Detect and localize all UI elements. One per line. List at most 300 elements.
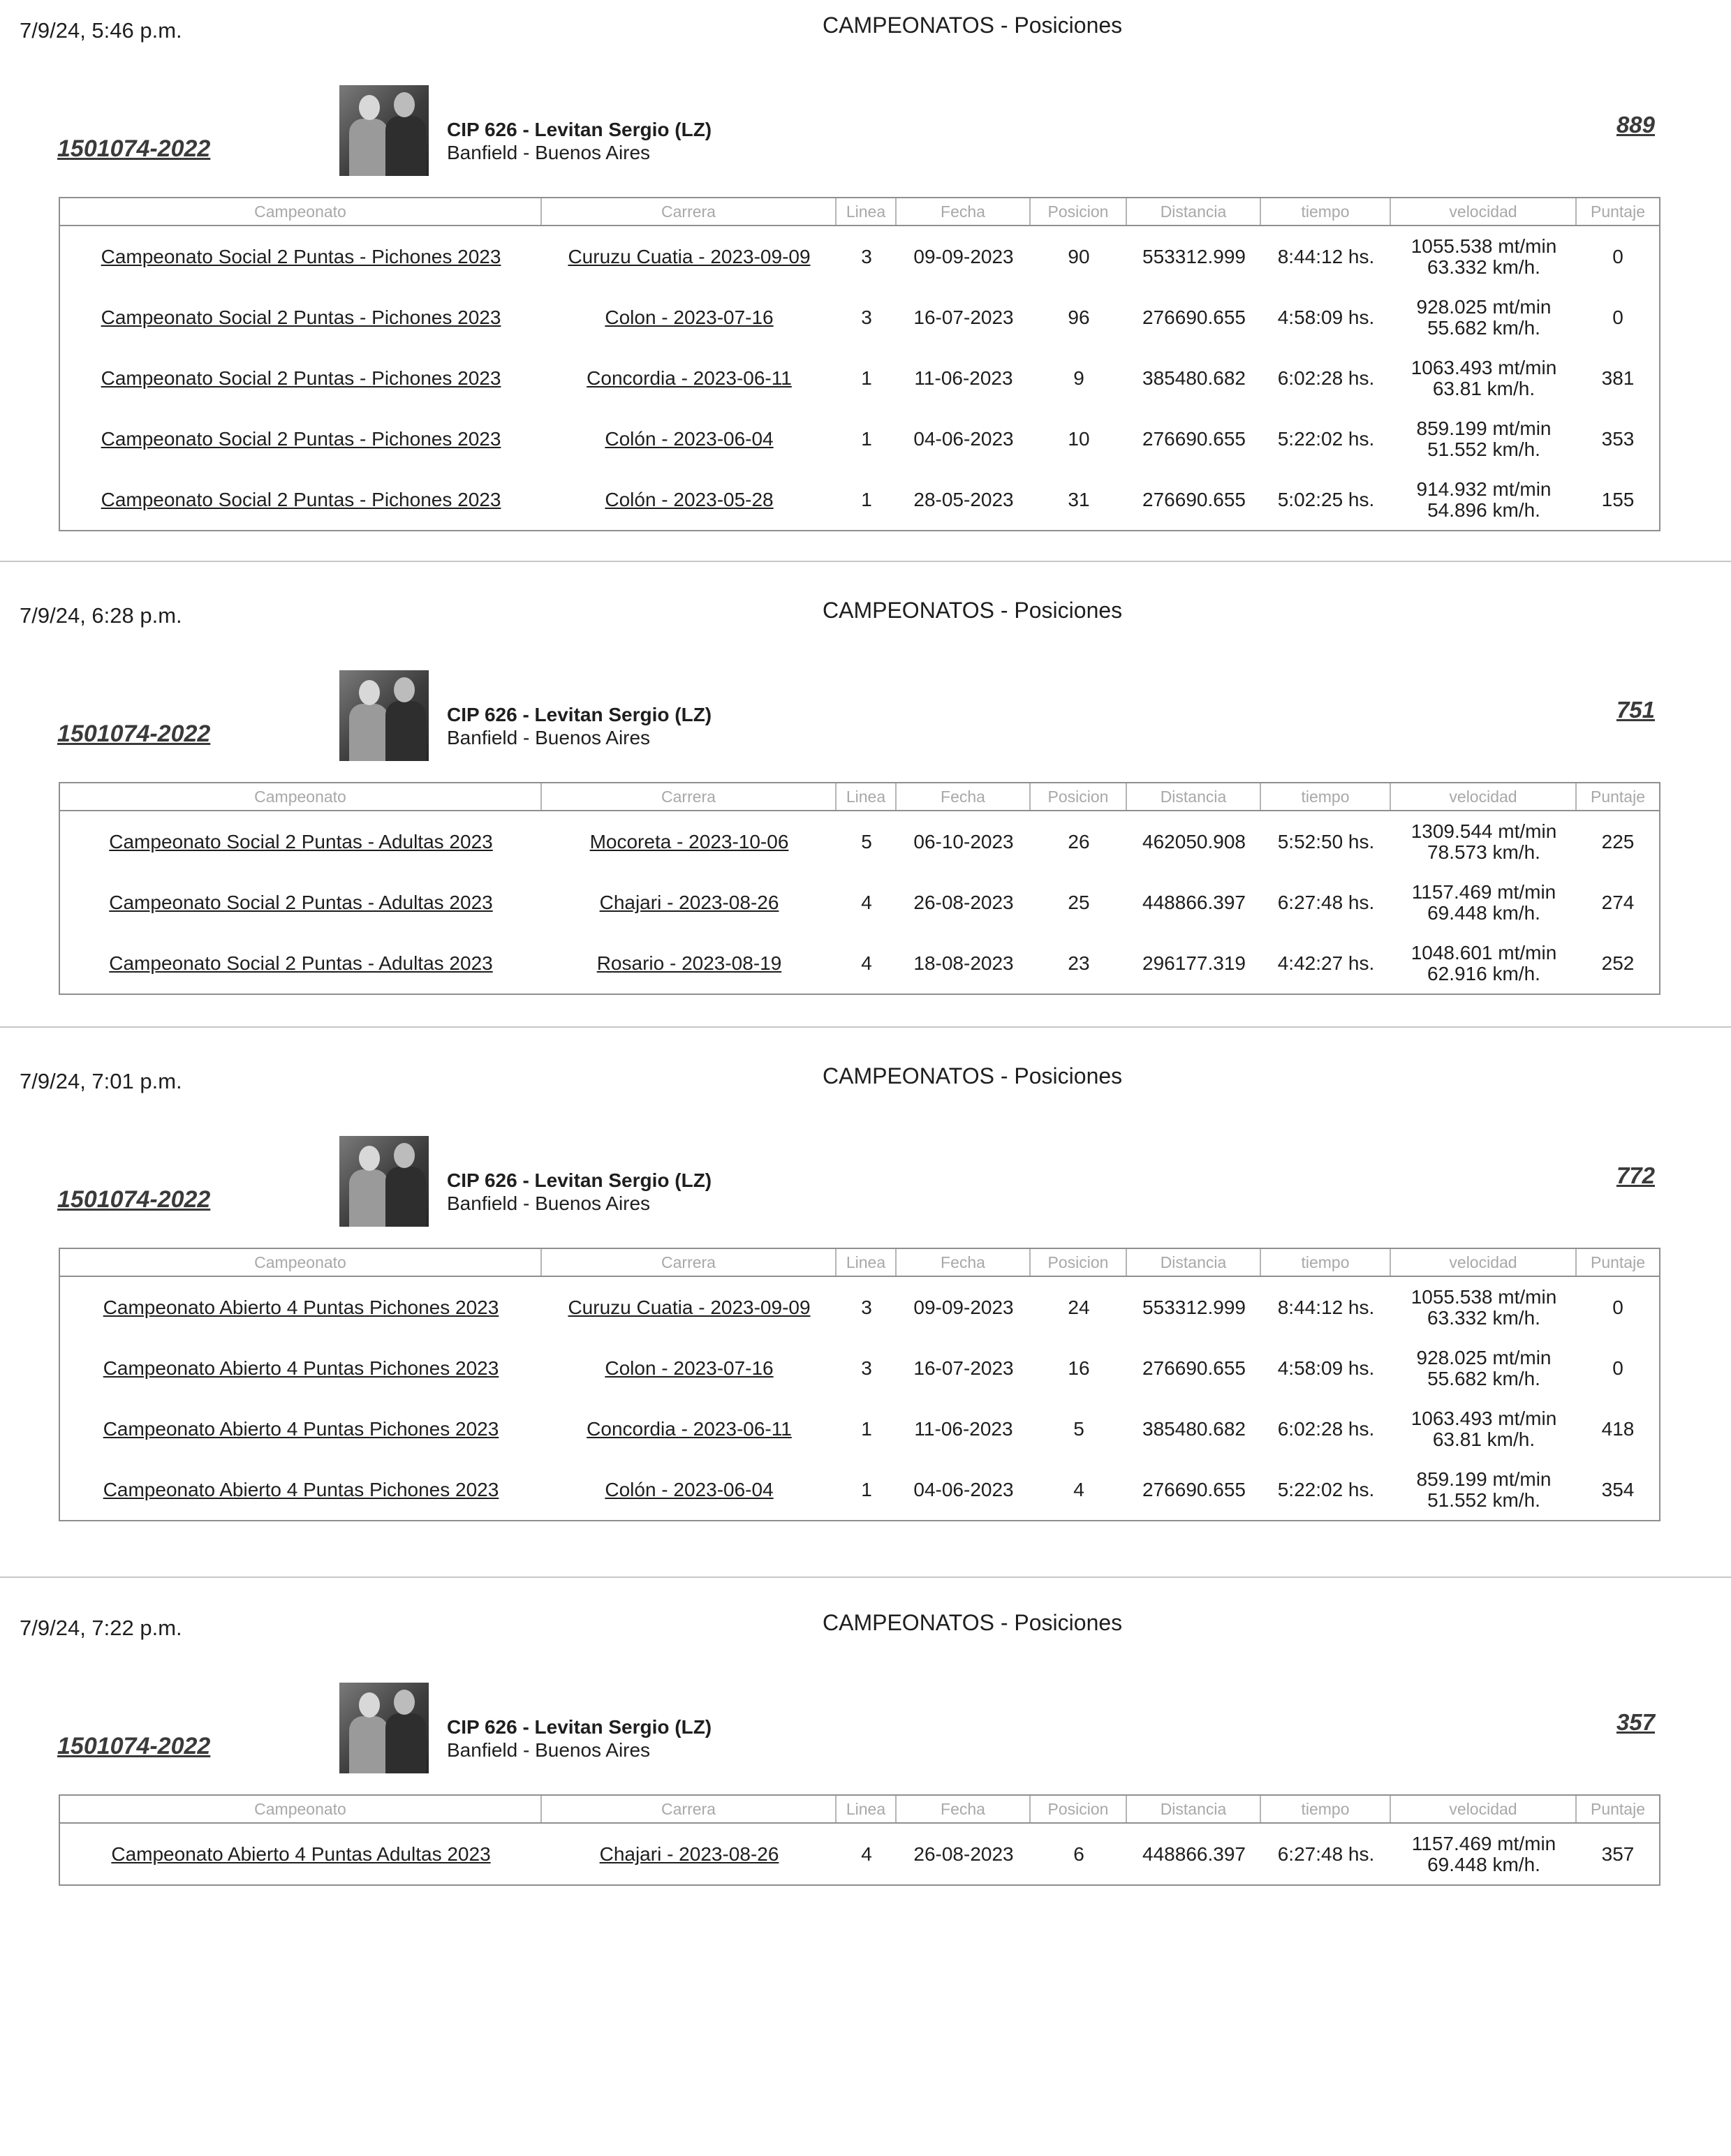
speed-mtmin: 928.025 mt/min [1416,295,1552,318]
cell-puntaje [1577,226,1659,287]
cell-carrera[interactable] [542,811,837,872]
cell-vel [1391,933,1577,994]
cell-carrera[interactable] [542,408,837,469]
campeonato-link[interactable]: Campeonato Social 2 Puntas - Adultas 2023 [109,952,493,974]
distancia-value: 553312.999 [1142,1296,1246,1318]
ring-code: 1501074-2022 [57,1186,211,1213]
campeonato-link[interactable]: Campeonato Abierto 4 Puntas Adultas 2023 [111,1843,491,1865]
carrera-link[interactable]: Colon - 2023-07-16 [605,1357,774,1379]
cell-fecha [897,1398,1031,1459]
campeonato-link[interactable]: Campeonato Abierto 4 Puntas Pichones 2023 [103,1296,499,1318]
column-header: Linea [837,198,897,225]
cell-fecha [897,872,1031,933]
column-header: tiempo [1261,1249,1391,1276]
column-header: velocidad [1391,1796,1577,1822]
table-row [60,1824,1659,1884]
speed-mtmin: 1157.469 mt/min [1411,880,1556,903]
cell-campeonato[interactable] [60,348,542,408]
puntaje-value: 0 [1612,245,1623,267]
cell-campeonato[interactable] [60,1824,542,1884]
posicion-value: 10 [1068,427,1090,450]
total-score[interactable]: 889 [1616,112,1655,138]
cell-puntaje [1577,348,1659,408]
column-header: Carrera [542,1796,837,1822]
speed-kmh: 63.81 km/h. [1432,1428,1535,1450]
cell-distancia [1127,1277,1261,1338]
campeonato-link[interactable]: Campeonato Social 2 Puntas - Pichones 2023 [101,306,501,328]
column-header: Distancia [1127,783,1261,810]
cell-campeonato[interactable] [60,408,542,469]
cell-vel [1391,1277,1577,1338]
page-title: CAMPEONATOS - Posiciones [823,1610,1123,1635]
cell-fecha [897,811,1031,872]
carrera-link[interactable]: Colón - 2023-06-04 [605,1478,774,1500]
carrera-link[interactable]: Chajari - 2023-08-26 [599,891,779,913]
cell-linea [837,408,897,469]
table-row [60,811,1659,872]
table-row [60,1398,1659,1459]
cell-fecha [897,408,1031,469]
carrera-link[interactable]: Mocoreta - 2023-10-06 [589,830,789,852]
puntaje-value: 0 [1612,306,1623,328]
column-header: Posicion [1031,783,1127,810]
cell-campeonato[interactable] [60,1459,542,1520]
table-row [60,1459,1659,1520]
column-header: Fecha [897,1796,1031,1822]
tiempo-value: 8:44:12 hs. [1277,1296,1375,1318]
puntaje-value: 353 [1601,427,1635,450]
page-divider [0,561,1731,562]
campeonato-link[interactable]: Campeonato Social 2 Puntas - Pichones 2023 [101,488,501,510]
cell-distancia [1127,469,1261,530]
fecha-value: 11-06-2023 [914,1417,1013,1440]
speed-kmh: 63.332 km/h. [1427,1306,1540,1329]
cell-tiempo [1261,469,1391,530]
cell-campeonato[interactable] [60,872,542,933]
cell-fecha [897,1824,1031,1884]
cell-linea [837,226,897,287]
cell-campeonato[interactable] [60,226,542,287]
cell-linea [837,1277,897,1338]
fecha-value: 09-09-2023 [913,245,1014,267]
page-title: CAMPEONATOS - Posiciones [823,598,1123,623]
cell-linea [837,348,897,408]
column-header: Linea [837,1249,897,1276]
cell-linea [837,811,897,872]
speed-mtmin: 1055.538 mt/min [1410,235,1557,257]
cell-posicion [1031,348,1127,408]
linea-value: 4 [861,952,872,974]
cell-puntaje [1577,1398,1659,1459]
cell-vel [1391,408,1577,469]
puntaje-value: 418 [1601,1417,1635,1440]
speed-kmh: 69.448 km/h. [1427,901,1540,924]
cell-carrera[interactable] [542,348,837,408]
owner-location: Banfield - Buenos Aires [447,1739,651,1761]
cell-tiempo [1261,1824,1391,1884]
cell-linea [837,1459,897,1520]
carrera-link[interactable]: Chajari - 2023-08-26 [599,1843,779,1865]
owner-name: CIP 626 - Levitan Sergio (LZ) [447,704,712,725]
cell-puntaje [1577,933,1659,994]
tiempo-value: 6:27:48 hs. [1277,891,1375,913]
cell-carrera[interactable] [542,469,837,530]
cell-distancia [1127,1459,1261,1520]
column-header: Puntaje [1590,788,1645,806]
linea-value: 3 [861,1357,872,1379]
posicion-value: 6 [1073,1843,1084,1865]
column-header: Carrera [542,783,837,810]
linea-value: 1 [861,427,872,450]
cell-carrera[interactable] [542,1459,837,1520]
distancia-value: 276690.655 [1142,1478,1246,1500]
linea-value: 4 [861,1843,872,1865]
cell-tiempo [1261,811,1391,872]
posicion-value: 9 [1073,367,1084,389]
owner-photo [339,85,429,176]
distancia-value: 385480.682 [1142,367,1246,389]
cell-tiempo [1261,1459,1391,1520]
linea-value: 3 [861,306,872,328]
distancia-value: 296177.319 [1142,952,1246,974]
distancia-value: 448866.397 [1142,1843,1246,1865]
owner-name: CIP 626 - Levitan Sergio (LZ) [447,1169,712,1191]
fecha-value: 04-06-2023 [913,1478,1014,1500]
column-header: velocidad [1391,1249,1577,1276]
distancia-value: 276690.655 [1142,488,1246,510]
cell-linea [837,287,897,348]
cell-campeonato[interactable] [60,1398,542,1459]
linea-value: 1 [861,367,872,389]
cell-tiempo [1261,287,1391,348]
tiempo-value: 5:02:25 hs. [1277,488,1375,510]
cell-carrera[interactable] [542,226,837,287]
posicion-value: 24 [1068,1296,1090,1318]
tiempo-value: 6:02:28 hs. [1277,1417,1375,1440]
fecha-value: 28-05-2023 [913,488,1014,510]
results-table [59,782,1660,995]
speed-kmh: 55.682 km/h. [1427,316,1540,339]
campeonato-link[interactable]: Campeonato Abierto 4 Puntas Pichones 2023 [103,1417,499,1440]
cell-vel [1391,469,1577,530]
tiempo-value: 4:58:09 hs. [1277,306,1375,328]
cell-puntaje [1577,1338,1659,1398]
speed-mtmin: 914.932 mt/min [1416,478,1552,500]
page-title: CAMPEONATOS - Posiciones [823,13,1123,38]
fecha-value: 16-07-2023 [913,1357,1014,1379]
tiempo-value: 8:44:12 hs. [1277,245,1375,267]
tiempo-value: 6:02:28 hs. [1277,367,1375,389]
column-header: velocidad [1391,198,1577,225]
cell-posicion [1031,1824,1127,1884]
puntaje-value: 274 [1601,891,1635,913]
cell-tiempo [1261,933,1391,994]
cell-fecha [897,1459,1031,1520]
carrera-link[interactable]: Colón - 2023-05-28 [605,488,774,510]
speed-mtmin: 859.199 mt/min [1416,1468,1552,1490]
table-row [60,933,1659,994]
campeonato-link[interactable]: Campeonato Social 2 Puntas - Pichones 2023 [101,427,501,450]
speed-mtmin: 1309.544 mt/min [1410,820,1557,842]
cell-fecha [897,1277,1031,1338]
campeonato-link[interactable]: Campeonato Social 2 Puntas - Adultas 2023 [109,830,493,852]
table-row [60,226,1659,287]
carrera-link[interactable]: Curuzu Cuatia - 2023-09-09 [568,1296,811,1318]
owner-location: Banfield - Buenos Aires [447,727,651,748]
cell-puntaje [1577,1824,1659,1884]
cell-puntaje [1577,408,1659,469]
cell-campeonato[interactable] [60,469,542,530]
cell-campeonato[interactable] [60,1277,542,1338]
column-header: tiempo [1261,198,1391,225]
column-header: Posicion [1031,1796,1127,1822]
cell-posicion [1031,1459,1127,1520]
cell-distancia [1127,872,1261,933]
cell-fecha [897,287,1031,348]
puntaje-value: 381 [1601,367,1635,389]
page-title: CAMPEONATOS - Posiciones [823,1063,1123,1088]
cell-distancia [1127,1338,1261,1398]
cell-fecha [897,469,1031,530]
carrera-link[interactable]: Concordia - 2023-06-11 [587,367,792,389]
column-header: Puntaje [1590,1800,1645,1818]
column-header: Fecha [897,198,1031,225]
linea-value: 1 [861,1478,872,1500]
report-section [0,0,1731,559]
cell-vel [1391,1338,1577,1398]
cell-vel [1391,287,1577,348]
table-header [60,198,1659,226]
timestamp: 7/9/24, 5:46 p.m. [20,18,182,43]
cell-tiempo [1261,408,1391,469]
cell-campeonato[interactable] [60,287,542,348]
cell-puntaje [1577,1459,1659,1520]
puntaje-value: 354 [1601,1478,1635,1500]
tiempo-value: 5:22:02 hs. [1277,427,1375,450]
fecha-value: 04-06-2023 [913,427,1014,450]
distancia-value: 276690.655 [1142,1357,1246,1379]
speed-kmh: 63.332 km/h. [1427,256,1540,278]
campeonato-link[interactable]: Campeonato Social 2 Puntas - Pichones 2023 [101,367,501,389]
posicion-value: 26 [1068,830,1090,852]
cell-carrera[interactable] [542,1398,837,1459]
tiempo-value: 6:27:48 hs. [1277,1843,1375,1865]
posicion-value: 96 [1068,306,1090,328]
timestamp: 7/9/24, 7:22 p.m. [20,1616,182,1640]
linea-value: 1 [861,488,872,510]
posicion-value: 90 [1068,245,1090,267]
table-header [60,1796,1659,1824]
owner-photo [339,1683,429,1773]
owner-location: Banfield - Buenos Aires [447,142,651,163]
cell-carrera[interactable] [542,933,837,994]
speed-mtmin: 1157.469 mt/min [1411,1832,1556,1854]
page-divider [0,1026,1731,1028]
owner-photo [339,670,429,761]
tiempo-value: 4:58:09 hs. [1277,1357,1375,1379]
table-row [60,408,1659,469]
cell-puntaje [1577,1277,1659,1338]
cell-posicion [1031,933,1127,994]
cell-distancia [1127,811,1261,872]
cell-carrera[interactable] [542,1277,837,1338]
cell-posicion [1031,1277,1127,1338]
table-row [60,872,1659,933]
distancia-value: 462050.908 [1142,830,1246,852]
total-score[interactable]: 772 [1616,1162,1655,1188]
column-header: Posicion [1031,1249,1127,1276]
column-header: velocidad [1391,783,1577,810]
cell-vel [1391,348,1577,408]
cell-posicion [1031,1398,1127,1459]
posicion-value: 16 [1068,1357,1090,1379]
campeonato-link[interactable]: Campeonato Abierto 4 Puntas Pichones 2023 [103,1357,499,1379]
speed-kmh: 51.552 km/h. [1427,1489,1540,1511]
cell-posicion [1031,287,1127,348]
cell-linea [837,933,897,994]
puntaje-value: 0 [1612,1357,1623,1379]
cell-distancia [1127,408,1261,469]
owner-location: Banfield - Buenos Aires [447,1193,651,1214]
ring-code: 1501074-2022 [57,1733,211,1759]
carrera-link[interactable]: Colón - 2023-06-04 [605,427,774,450]
cell-fecha [897,1338,1031,1398]
total-score[interactable]: 751 [1616,697,1655,723]
speed-kmh: 69.448 km/h. [1427,1853,1540,1875]
cell-puntaje [1577,469,1659,530]
ring-code: 1501074-2022 [57,721,211,747]
cell-puntaje [1577,287,1659,348]
cell-tiempo [1261,348,1391,408]
posicion-value: 4 [1073,1478,1084,1500]
timestamp: 7/9/24, 6:28 p.m. [20,603,182,628]
report-section [0,1051,1731,1609]
cell-campeonato[interactable] [60,1338,542,1398]
cell-tiempo [1261,872,1391,933]
cell-carrera[interactable] [542,287,837,348]
speed-kmh: 63.81 km/h. [1432,377,1535,399]
report-section [0,1597,1731,2156]
carrera-link[interactable]: Rosario - 2023-08-19 [596,952,782,974]
tiempo-value: 4:42:27 hs. [1277,952,1375,974]
speed-mtmin: 1055.538 mt/min [1410,1285,1557,1308]
table-row [60,287,1659,348]
posicion-value: 31 [1068,488,1090,510]
cell-distancia [1127,226,1261,287]
speed-kmh: 78.573 km/h. [1427,841,1540,863]
cell-tiempo [1261,226,1391,287]
distancia-value: 448866.397 [1142,891,1246,913]
tiempo-value: 5:52:50 hs. [1277,830,1375,852]
distancia-value: 553312.999 [1142,245,1246,267]
campeonato-link[interactable]: Campeonato Social 2 Puntas - Pichones 2023 [101,245,501,267]
cell-distancia [1127,287,1261,348]
speed-kmh: 62.916 km/h. [1427,962,1540,984]
cell-vel [1391,872,1577,933]
cell-carrera[interactable] [542,1824,837,1884]
table-row [60,469,1659,530]
carrera-link[interactable]: Colon - 2023-07-16 [605,306,774,328]
speed-mtmin: 1063.493 mt/min [1410,356,1557,378]
results-table [59,197,1660,531]
linea-value: 4 [861,891,872,913]
cell-posicion [1031,1338,1127,1398]
tiempo-value: 5:22:02 hs. [1277,1478,1375,1500]
speed-mtmin: 928.025 mt/min [1416,1346,1552,1368]
cell-vel [1391,811,1577,872]
cell-posicion [1031,469,1127,530]
cell-linea [837,872,897,933]
fecha-value: 18-08-2023 [913,952,1014,974]
cell-vel [1391,1398,1577,1459]
carrera-link[interactable]: Curuzu Cuatia - 2023-09-09 [568,245,811,267]
cell-distancia [1127,933,1261,994]
cell-distancia [1127,1824,1261,1884]
column-header: Fecha [897,783,1031,810]
puntaje-value: 252 [1601,952,1635,974]
fecha-value: 26-08-2023 [913,891,1014,913]
cell-campeonato[interactable] [60,933,542,994]
linea-value: 1 [861,1417,872,1440]
speed-mtmin: 1063.493 mt/min [1410,1407,1557,1429]
column-header: tiempo [1261,783,1391,810]
cell-carrera[interactable] [542,872,837,933]
cell-carrera[interactable] [542,1338,837,1398]
campeonato-link[interactable]: Campeonato Social 2 Puntas - Adultas 2023 [109,891,493,913]
column-header: Puntaje [1590,202,1645,221]
cell-posicion [1031,226,1127,287]
column-header: Carrera [542,198,837,225]
speed-kmh: 51.552 km/h. [1427,438,1540,460]
puntaje-value: 225 [1601,830,1635,852]
column-header: Linea [837,783,897,810]
owner-name: CIP 626 - Levitan Sergio (LZ) [447,1716,712,1738]
table-header [60,1249,1659,1277]
column-header: Carrera [542,1249,837,1276]
column-header: Distancia [1127,198,1261,225]
fecha-value: 06-10-2023 [913,830,1014,852]
cell-linea [837,1398,897,1459]
column-header: Campeonato [60,1249,542,1276]
cell-vel [1391,1459,1577,1520]
table-row [60,1277,1659,1338]
cell-posicion [1031,872,1127,933]
posicion-value: 23 [1068,952,1090,974]
page-divider [0,1577,1731,1578]
cell-distancia [1127,348,1261,408]
speed-mtmin: 859.199 mt/min [1416,417,1552,439]
column-header: Distancia [1127,1796,1261,1822]
column-header: Linea [837,1796,897,1822]
column-header: Campeonato [60,1796,542,1822]
owner-photo [339,1136,429,1227]
puntaje-value: 0 [1612,1296,1623,1318]
column-header: Campeonato [60,198,542,225]
fecha-value: 09-09-2023 [913,1296,1014,1318]
speed-mtmin: 1048.601 mt/min [1410,941,1557,963]
total-score[interactable]: 357 [1616,1709,1655,1735]
puntaje-value: 155 [1601,488,1635,510]
distancia-value: 276690.655 [1142,427,1246,450]
fecha-value: 16-07-2023 [913,306,1014,328]
campeonato-link[interactable]: Campeonato Abierto 4 Puntas Pichones 2023 [103,1478,499,1500]
cell-campeonato[interactable] [60,811,542,872]
linea-value: 3 [861,1296,872,1318]
results-table [59,1794,1660,1886]
linea-value: 5 [861,830,872,852]
carrera-link[interactable]: Concordia - 2023-06-11 [587,1417,792,1440]
speed-kmh: 55.682 km/h. [1427,1367,1540,1389]
